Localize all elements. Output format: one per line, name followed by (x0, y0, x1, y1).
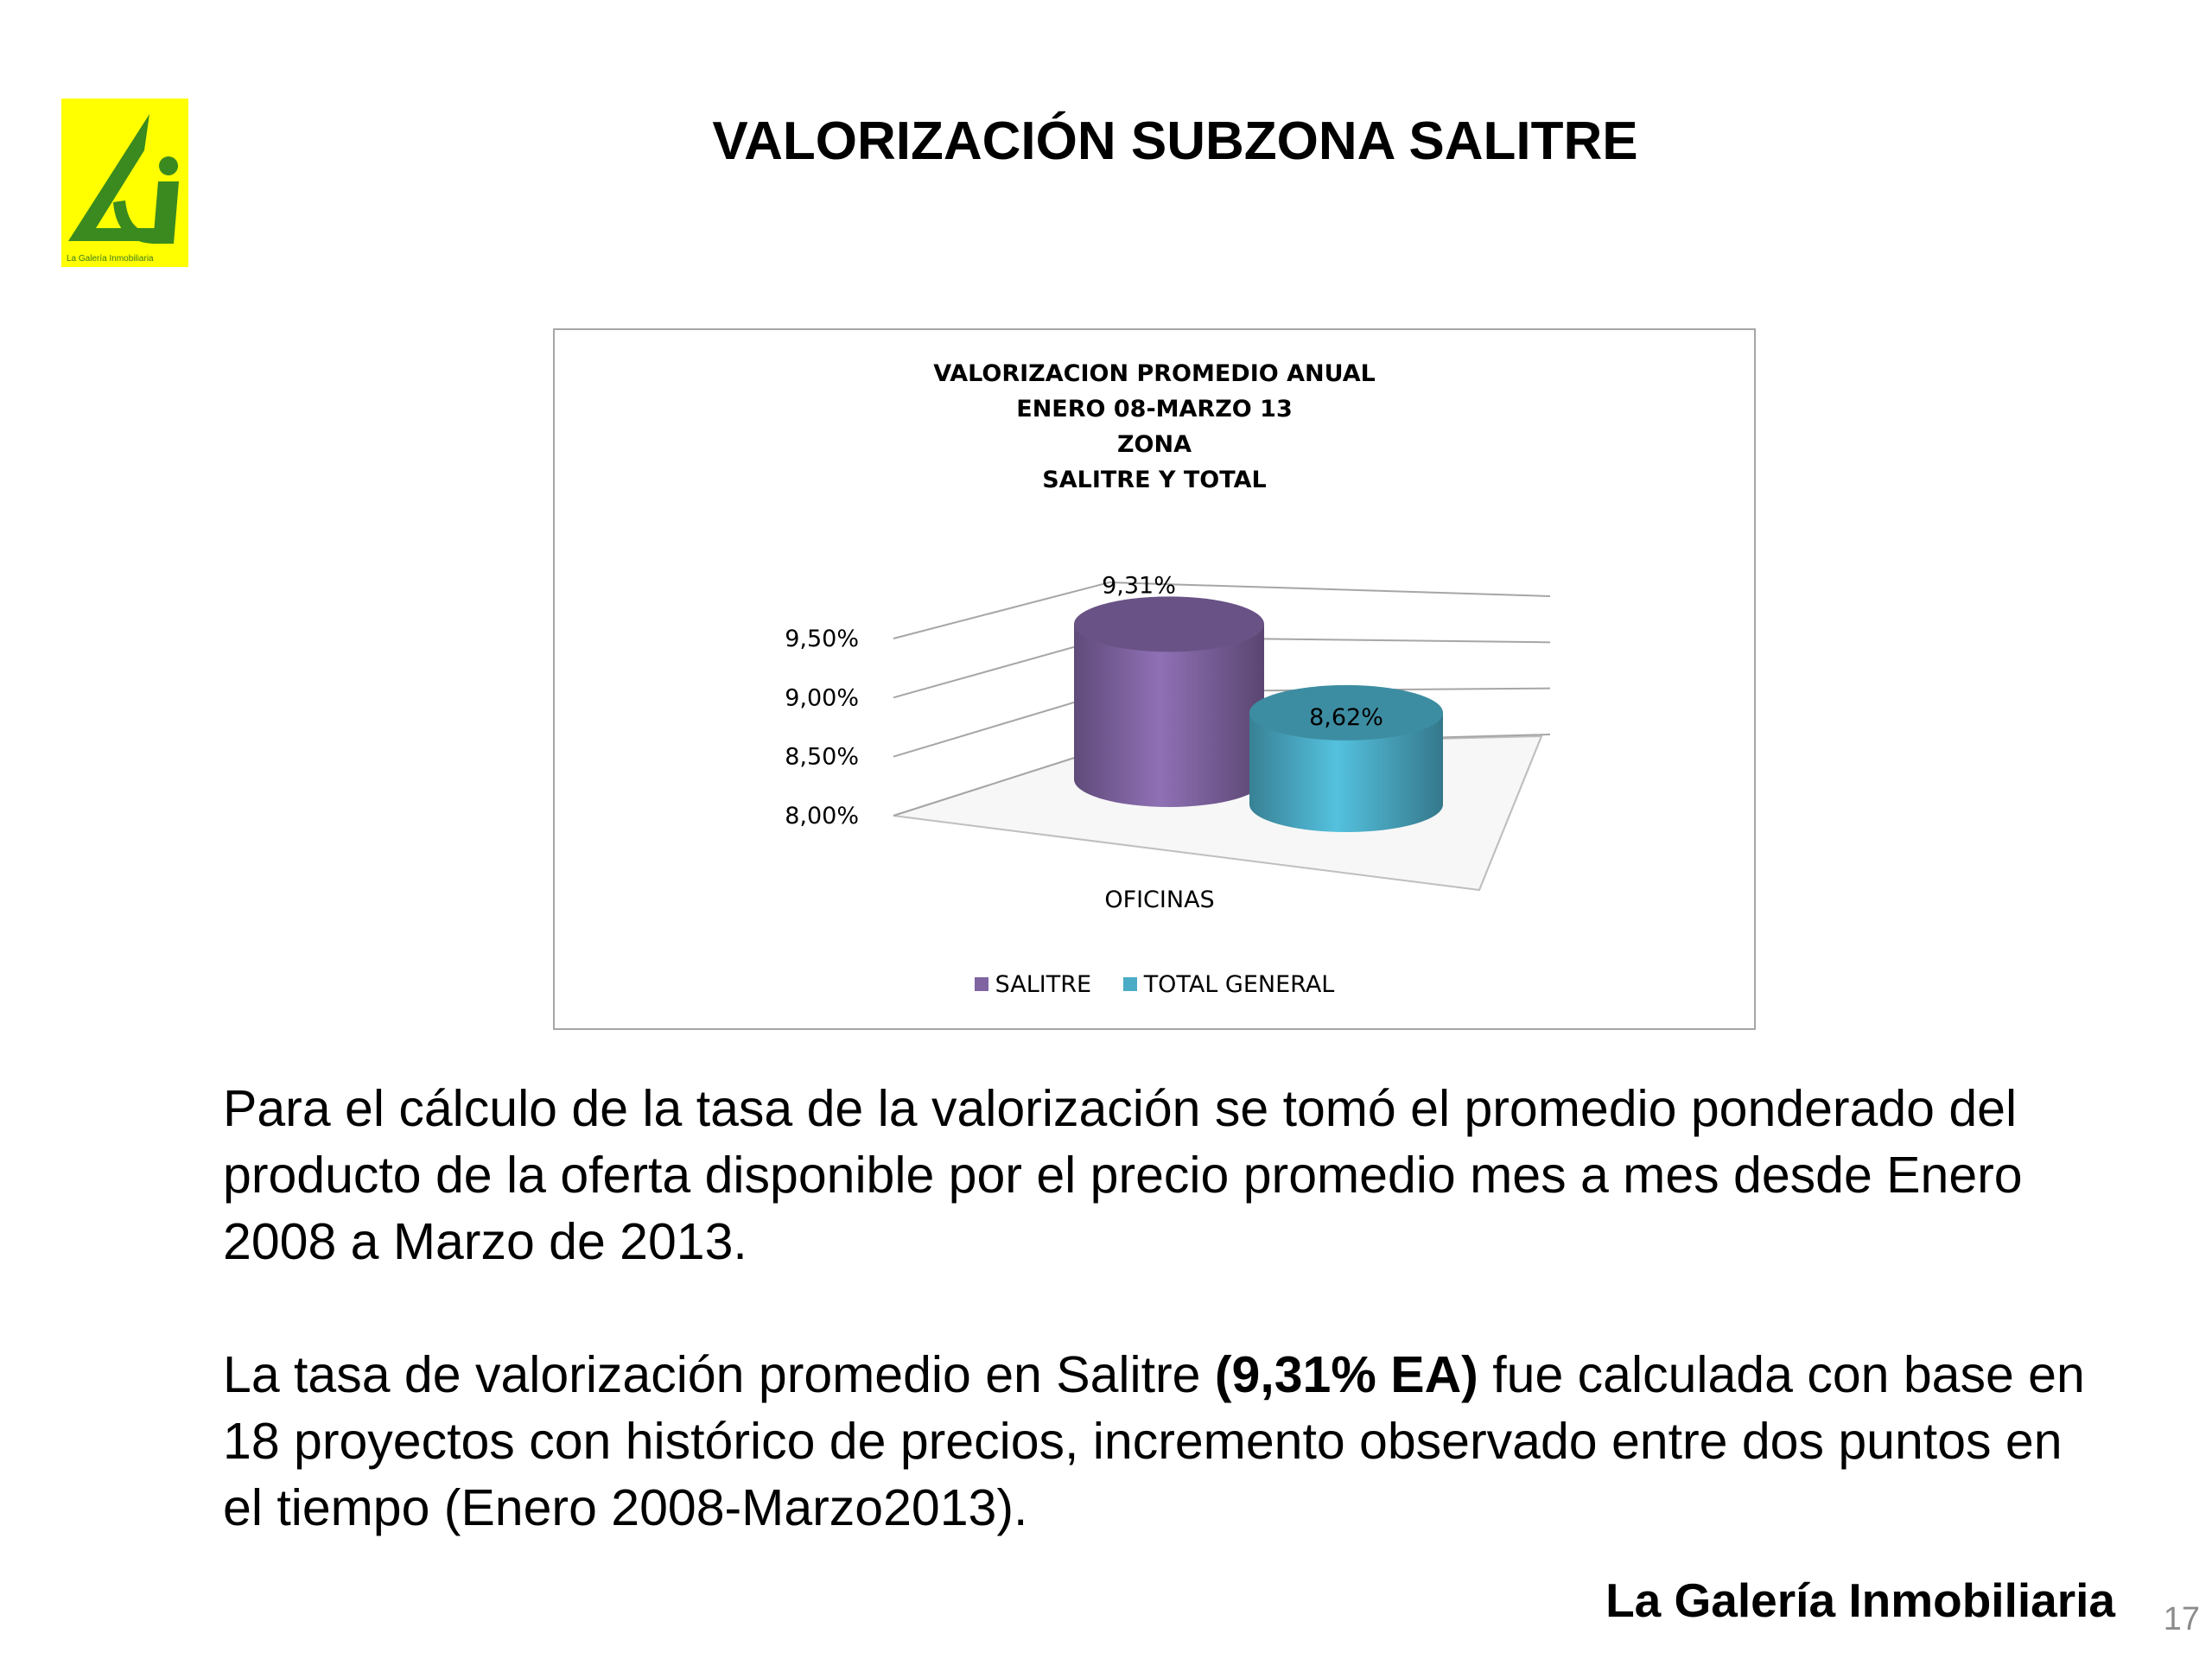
footer-brand: La Galería Inmobiliaria (1605, 1573, 2115, 1627)
legend-label: SALITRE (995, 971, 1092, 998)
company-logo (61, 99, 188, 267)
bar-top (1074, 596, 1264, 652)
logo-mark-icon (61, 99, 188, 267)
y-tick-label: 8,50% (785, 743, 859, 771)
chart-title-line: ENERO 08-MARZO 13 (1016, 396, 1293, 423)
summary-paragraph (223, 1342, 2115, 1541)
summary-text: fue calculada con base en 18 proyectos con histórico de precios, incremento observado entre dos puntos en el tiempo (Enero 2008-Marzo2013). (223, 1346, 2085, 1536)
summary-rate: (9,31% EA) (1214, 1346, 1478, 1403)
logo-wordmark: La Galería Inmobiliaria (67, 254, 154, 264)
data-label: 9,31% (1102, 572, 1176, 600)
y-tick-label: 9,00% (785, 684, 859, 712)
explanation-paragraph: Para el cálculo de la tasa de la valorización se tomó el promedio ponderado del producto de la oferta disponible por el precio promedio mes a mes desde Enero 2008 a Marzo de 2013. (223, 1080, 2023, 1270)
legend-swatch (1123, 977, 1137, 991)
chart-title-line: ZONA (1116, 431, 1192, 458)
data-label: 8,62% (1309, 703, 1383, 731)
y-tick-label: 8,00% (785, 803, 859, 830)
legend-label: TOTAL GENERAL (1143, 971, 1335, 998)
legend-item-salitre (975, 971, 1091, 998)
chart-title-line: VALORIZACION PROMEDIO ANUAL (933, 360, 1376, 387)
page-number: 17 (2163, 1601, 2200, 1637)
y-tick-label: 9,50% (785, 626, 859, 652)
summary-text: La tasa de valorización promedio en Salitre (223, 1346, 1215, 1403)
legend-item-total-general (1123, 971, 1335, 998)
chart-plot (555, 330, 1758, 1032)
chart-legend (555, 971, 1754, 998)
chart-title-line: SALITRE Y TOTAL (1042, 467, 1267, 493)
slide-title: VALORIZACIÓN SUBZONA SALITRE (712, 111, 1638, 171)
legend-swatch (975, 977, 988, 991)
x-category-label: OFICINAS (1104, 887, 1215, 913)
chart-container (553, 328, 1756, 1030)
